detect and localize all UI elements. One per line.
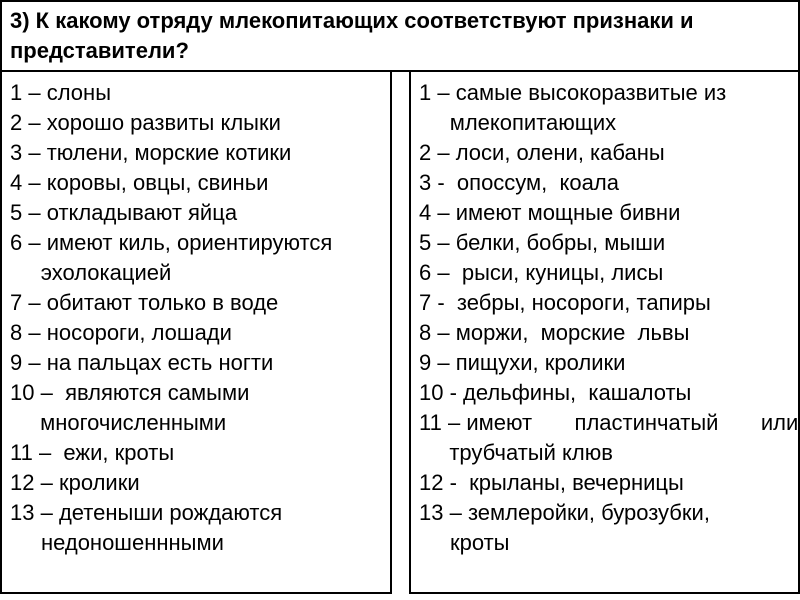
left-item-separator: – [22,320,47,345]
left-item-separator: – [34,500,59,525]
right-item-number: 10 [419,380,444,405]
left-item-separator: – [22,140,47,165]
right-item-number: 7 [419,290,432,315]
right-item-text: имеют мощные бивни [455,200,681,225]
left-list-item [10,168,390,198]
right-list-item [419,168,794,198]
right-item-separator: – [431,320,456,345]
representatives-column [409,72,800,594]
right-list-item [419,198,794,228]
left-item-text: кролики [58,470,140,495]
left-item-separator: – [22,80,47,105]
right-item-text: млекопитающих [449,110,617,135]
left-list-item [10,108,390,138]
left-item-text: тюлени, морские котики [46,140,292,165]
right-list-item [419,258,794,288]
right-list-item [419,228,794,258]
right-item-number: 6 [419,260,432,285]
left-item-separator: – [22,200,47,225]
left-item-number: 3 [10,140,23,165]
left-item-text: коровы, овцы, свиньи [46,170,269,195]
right-item-text: лоси, олени, кабаны [455,140,665,165]
right-item-number: 1 [419,80,432,105]
right-item-number: 2 [419,140,432,165]
left-item-text: ежи, кроты [63,440,175,465]
question-header [0,0,800,72]
left-item-text: обитают только в воде [46,290,279,315]
right-item-separator: - [443,470,470,495]
left-list-item [10,318,390,348]
right-item-text: рыси, куницы, лисы [461,260,664,285]
right-list-item [419,288,794,318]
right-item-separator: – [431,80,456,105]
left-item-text: на пальцах есть ногти [46,350,274,375]
left-item-text: являются самыми [65,380,250,405]
left-list-item [10,438,390,468]
left-item-separator: – [22,230,47,255]
left-item-number: 13 [10,500,35,525]
left-item-text: хорошо развиты клыки [46,110,281,135]
right-item-text: моржи, морские львы [455,320,690,345]
right-item-number: 8 [419,320,432,345]
left-item-separator: – [22,170,47,195]
right-item-text: трубчатый клюв [449,440,613,465]
left-list-item [10,288,390,318]
left-item-separator: – [22,350,47,375]
right-item-text: пищухи, кролики [455,350,626,375]
right-item-number: 4 [419,200,432,225]
right-list-item [419,138,794,168]
left-item-separator: – [32,440,64,465]
right-item-separator: – [431,230,456,255]
right-item-number: 12 [419,470,444,495]
left-item-number: 7 [10,290,23,315]
right-item-separator: - [431,290,457,315]
right-item-text: самые высокоразвитые из [455,80,727,105]
right-item-number: 5 [419,230,432,255]
left-list-item [10,228,390,288]
right-item-separator: – [431,200,456,225]
right-item-text: зебры, носороги, тапиры [456,290,711,315]
left-item-number: 11 [10,440,33,465]
question-title-line-1: 3) К какому отряду млекопитающих соответствуют признаки и [10,8,694,33]
left-list-item [10,138,390,168]
right-list-item [419,378,794,408]
left-item-separator: – [34,470,59,495]
right-item-separator: – [431,140,456,165]
left-item-number: 2 [10,110,23,135]
right-list-item [419,318,794,348]
left-item-separator: – [22,110,47,135]
right-item-number: 3 [419,170,432,195]
left-item-text: носороги, лошади [46,320,232,345]
right-item-separator: – [431,260,462,285]
left-item-separator: – [34,380,66,405]
right-item-text: имеют пластинчатый или [466,410,799,435]
right-item-text: землеройки, бурозубки, [467,500,710,525]
left-item-text: слоны [46,80,111,105]
right-item-text: дельфины, кашалоты [463,380,692,405]
left-list-item [10,498,390,558]
right-item-separator: – [441,410,467,435]
right-item-separator: – [431,350,456,375]
right-list-item [419,78,794,138]
left-item-text: имеют киль, ориентируются [46,230,333,255]
left-item-separator: – [22,290,47,315]
left-item-number: 9 [10,350,23,375]
right-item-text: кроты [449,530,510,555]
right-list-item [419,348,794,378]
left-list-item [10,468,390,498]
right-item-text: опоссум, коала [456,170,619,195]
left-item-number: 1 [10,80,23,105]
right-item-separator: – [443,500,468,525]
right-list-item [419,468,794,498]
left-item-number: 8 [10,320,23,345]
left-item-number: 12 [10,470,35,495]
right-item-number: 13 [419,500,444,525]
left-item-text: многочисленными [40,410,227,435]
left-item-number: 10 [10,380,35,405]
left-item-text: недоношеннными [40,530,224,555]
right-item-text: крыланы, вечерницы [469,470,684,495]
left-item-number: 5 [10,200,23,225]
left-item-text: детеныши рождаются [58,500,283,525]
right-list-item [419,498,794,558]
question-title-line-2: представители? [10,38,189,63]
left-item-text: эхолокацией [40,260,172,285]
right-item-number: 9 [419,350,432,375]
right-item-text: белки, бобры, мыши [455,230,666,255]
right-list-item [419,408,799,468]
right-item-separator: - [443,380,464,405]
left-item-text: откладывают яйца [46,200,238,225]
left-list-item [10,198,390,228]
left-list-item [10,78,390,108]
left-list-item [10,348,390,378]
left-item-number: 6 [10,230,23,255]
left-list-item [10,378,390,438]
right-item-number: 11 [419,410,442,435]
right-item-separator: - [431,170,457,195]
left-item-number: 4 [10,170,23,195]
traits-column [0,72,392,594]
